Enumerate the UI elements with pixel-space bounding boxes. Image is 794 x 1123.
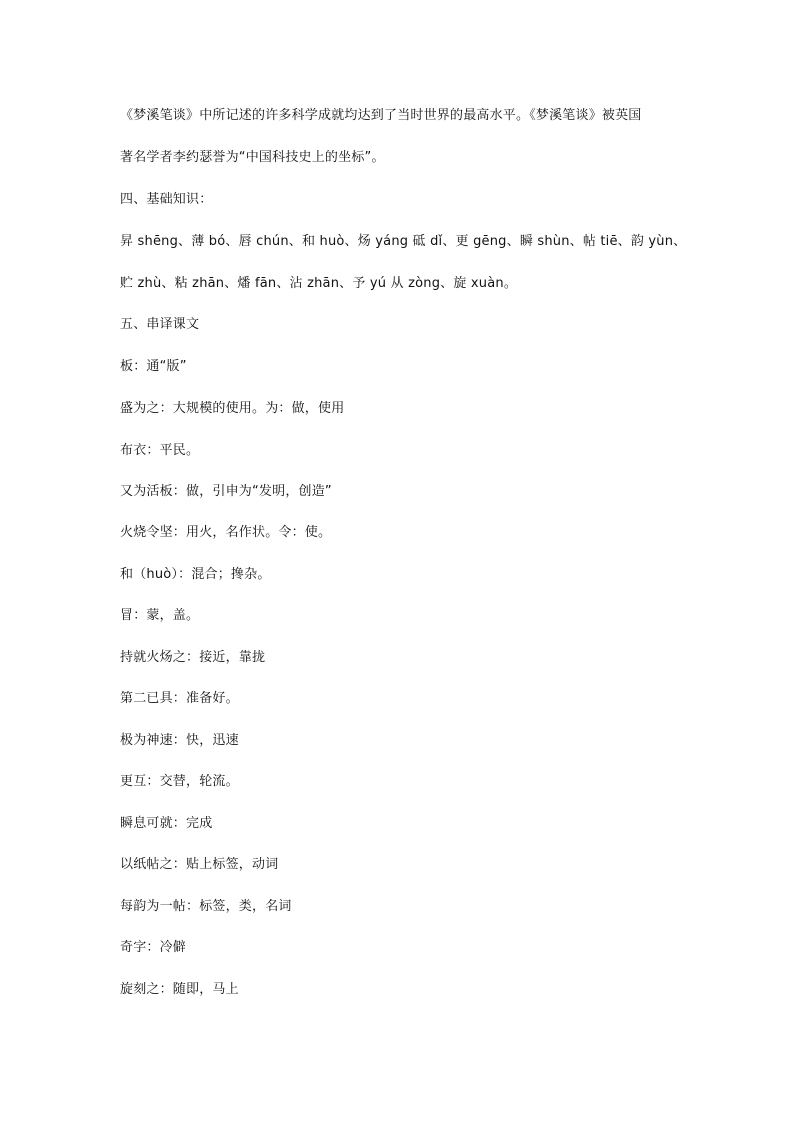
annotation-line: 旋刻之：随即，马上 (120, 982, 239, 997)
text-line: 著名学者李约瑟誉为“中国科技史上的坐标”。 (120, 150, 385, 165)
annotation-line: 火烧令坚：用火，名作状。令：使。 (120, 525, 332, 540)
annotation-line: 更互：交替，轮流。 (120, 774, 239, 789)
annotation-line: 奇字：冷僻 (120, 940, 187, 955)
annotation-line: 极为神速：快，迅速 (120, 733, 239, 748)
text-line: 《梦溪笔谈》中所记述的许多科学成就均达到了当时世界的最高水平。《梦溪笔谈》被英国 (120, 108, 642, 123)
annotation-line: 盛为之：大规模的使用。为：做，使用 (120, 401, 345, 416)
text-line: 贮 zhù、粘 zhān、燔 fān、沾 zhān、予 yú 从 zòng、旋 xuàn。 (120, 276, 518, 291)
section-heading: 五、串译课文 (120, 317, 200, 332)
annotation-line: 板：通“版” (120, 359, 187, 374)
annotation-line: 瞬息可就：完成 (120, 816, 213, 831)
annotation-line: 持就火炀之：接近，靠拢 (120, 650, 266, 665)
annotation-line: 又为活板：做，引申为“发明，创造” (120, 484, 332, 499)
section-heading: 四、基础知识： (120, 192, 213, 207)
annotation-line: 第二已具：准备好。 (120, 691, 239, 706)
annotation-line: 和（huò）：混合；搀杂。 (120, 567, 271, 582)
annotation-line: 每韵为一帖：标签，类，名词 (120, 899, 292, 914)
annotation-line: 布衣：平民。 (120, 443, 200, 458)
text-line: 昇 shēng、薄 bó、唇 chún、和 huò、炀 yáng 砥 dǐ、更 gēng、瞬 shùn、帖 tiē、韵 yùn、 (120, 234, 687, 249)
annotation-line: 以纸帖之：贴上标签，动词 (120, 857, 279, 872)
annotation-line: 冒：蒙，盖。 (120, 608, 200, 623)
